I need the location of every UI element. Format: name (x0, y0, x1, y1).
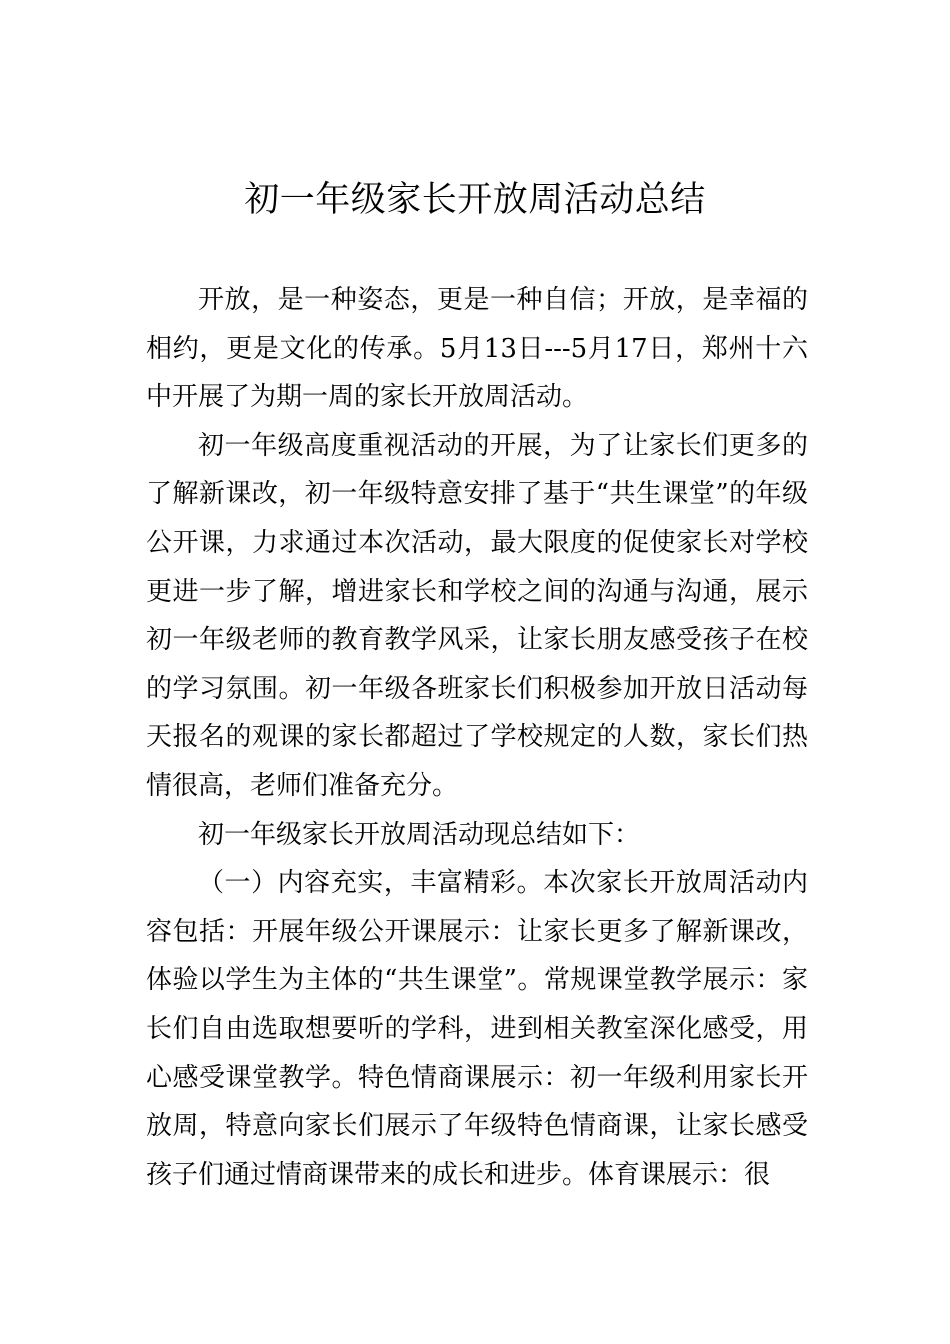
paragraph-background: 初一年级高度重视活动的开展，为了让家长们更多的了解新课改，初一年级特意安排了基于“共生课堂”的年级公开课，力求通过本次活动，最大限度的促使家长对学校更进一步了解，增进家长和学校之间的沟通与沟通，展示初一年级老师的教育教学风采，让家长朋友感受孩子在校的学习氛围。初一年级各班家长们积极参加开放日活动每天报名的观课的家长都超过了学校规定的人数，家长们热情很高，老师们准备充分。 (146, 430, 808, 801)
paragraph-section-one: （一）内容充实，丰富精彩。本次家长开放周活动内容包括：开展年级公开课展示：让家长更多了解新课改，体验以学生为主体的“共生课堂”。常规课堂教学展示：家长们自由选取想要听的学科，进到相关教室深化感受，用心感受课堂教学。特色情商课展示：初一年级利用家长开放周，特意向家长们展示了年级特色情商课，让家长感受孩子们通过情商课带来的成长和进步。体育课展示：很 (146, 868, 808, 1190)
paragraph-intro: 开放，是一种姿态，更是一种自信；开放，是幸福的相约，更是文化的传承。5月13日---5月17日，郑州十六中开展了为期一周的家长开放周活动。 (146, 285, 808, 413)
document-body (146, 276, 808, 1199)
paragraph-summary-lead: 初一年级家长开放周活动现总结如下： (198, 819, 641, 850)
document-title: 初一年级家长开放周活动总结 (244, 180, 706, 220)
